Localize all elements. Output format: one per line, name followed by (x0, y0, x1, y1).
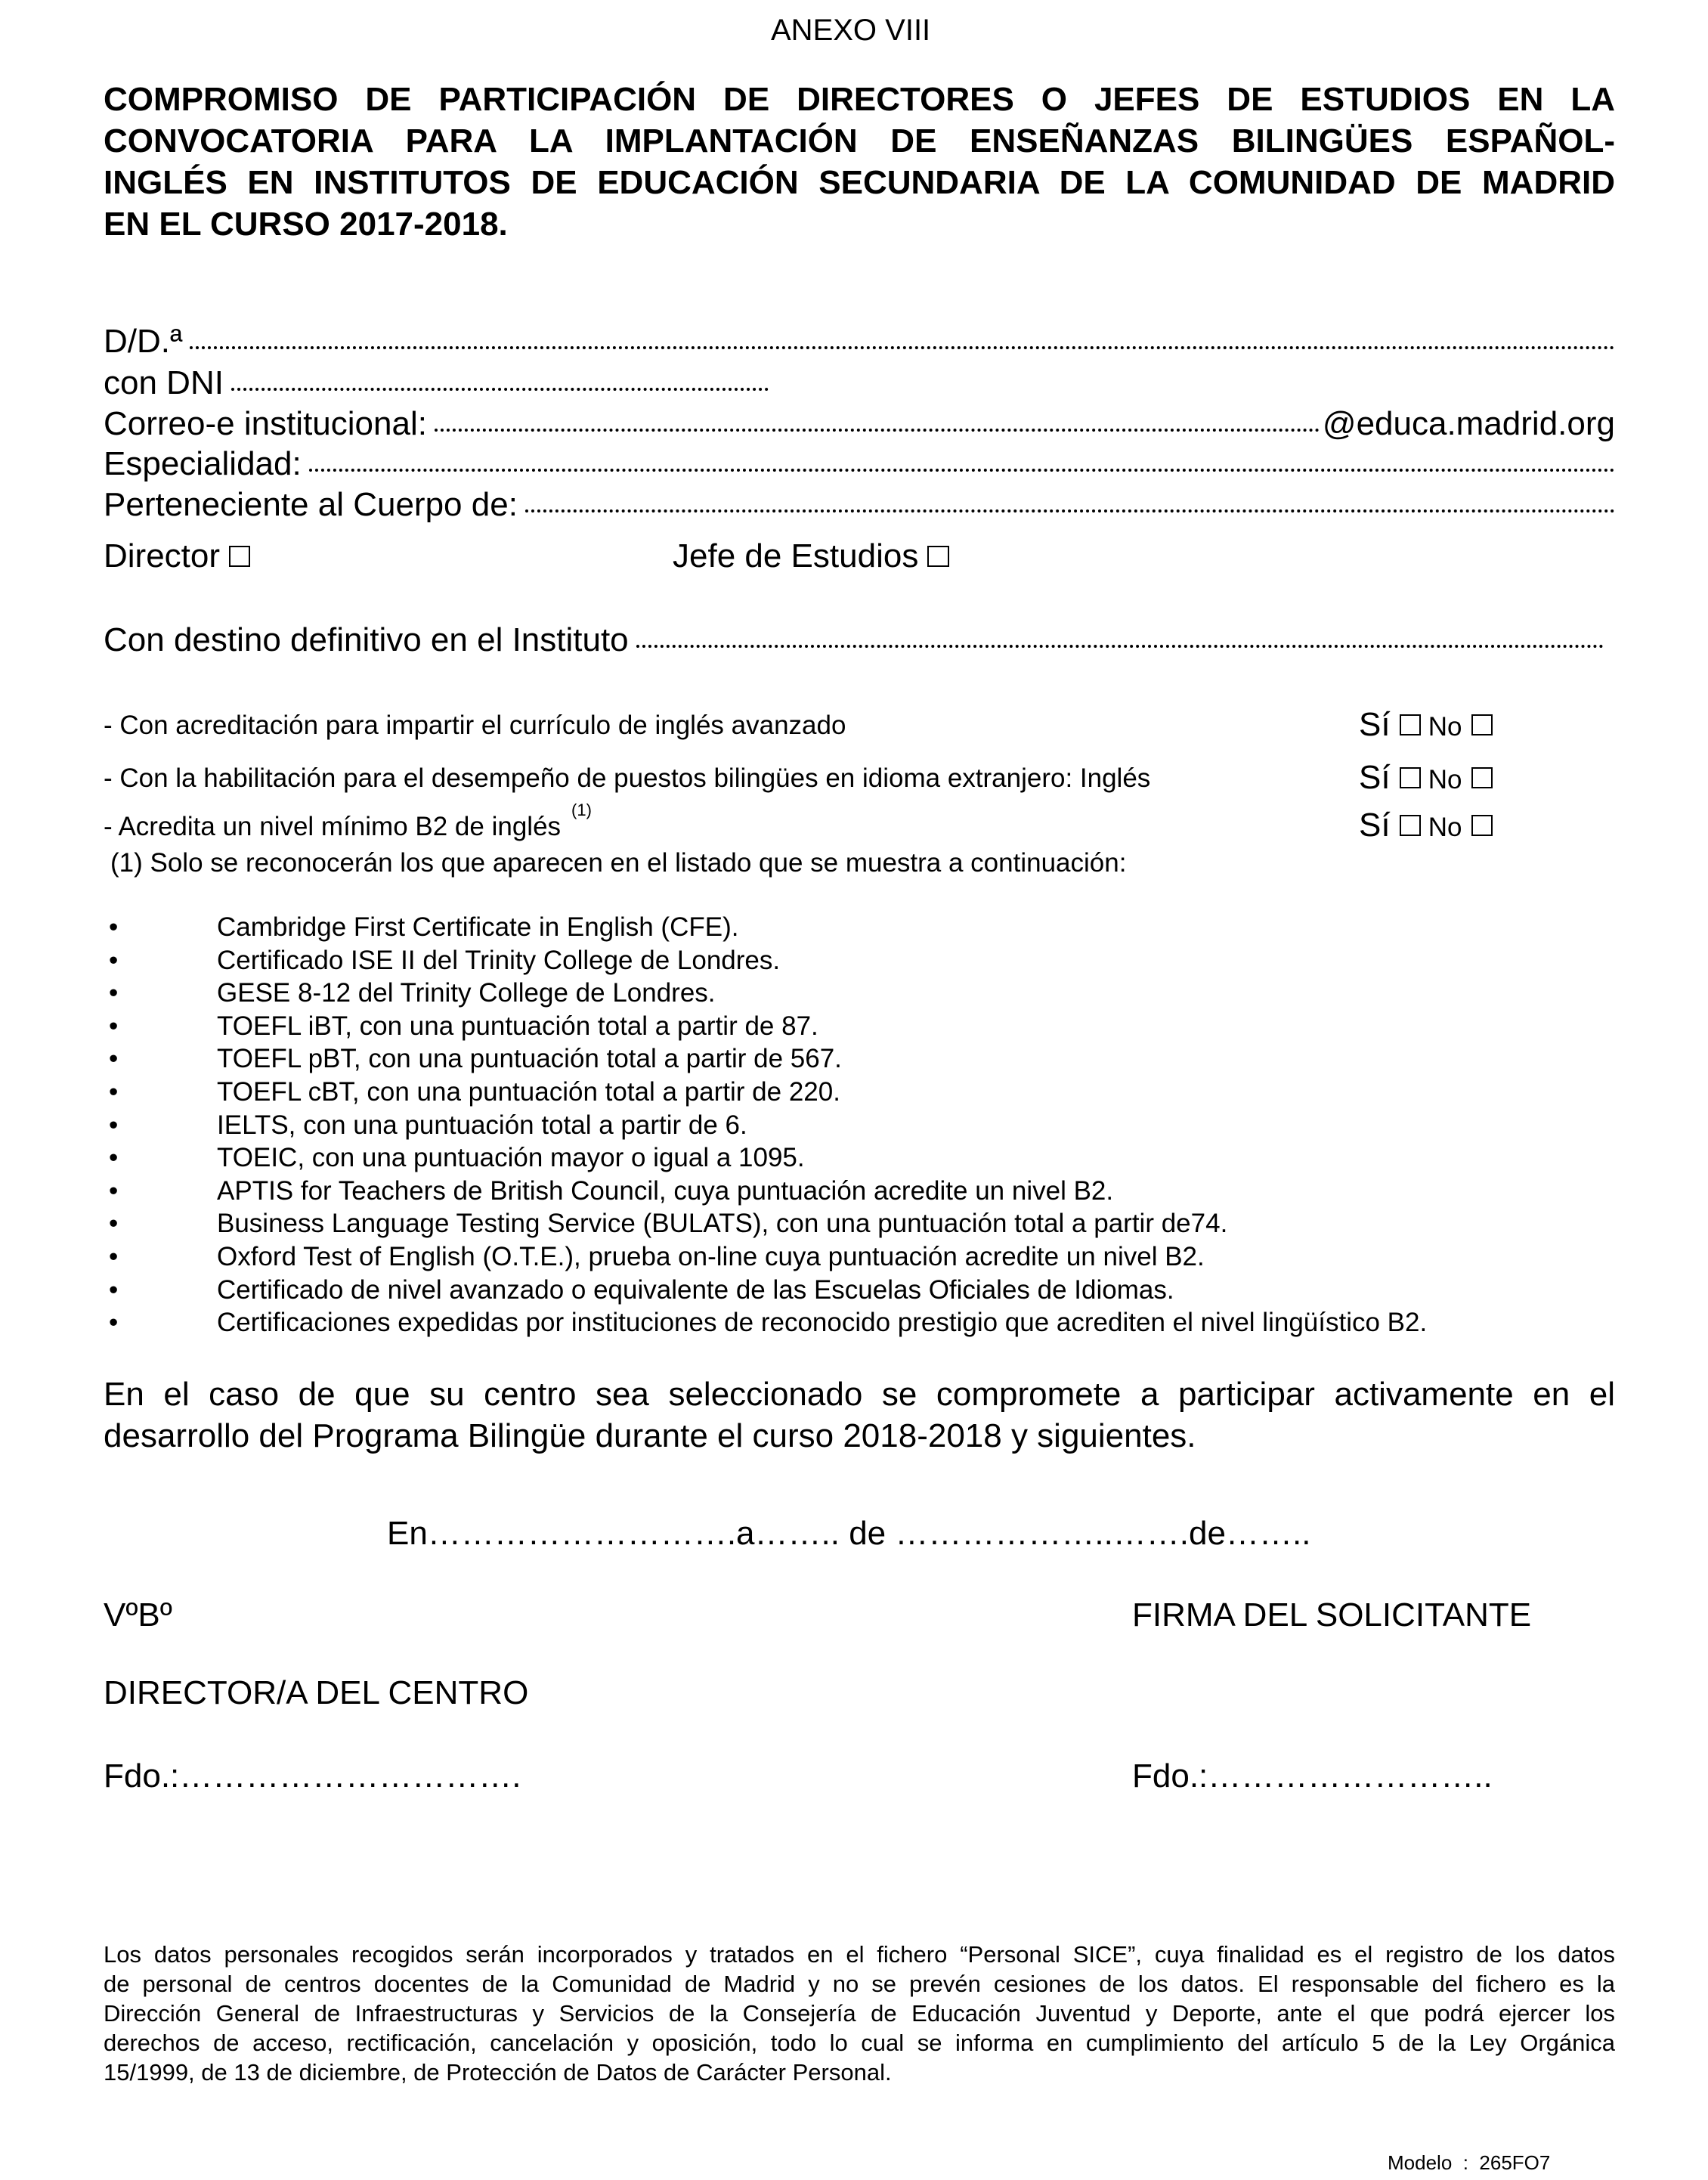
list-item (109, 1242, 1205, 1271)
bullet-icon: • (109, 1209, 119, 1239)
dni-label: con DNI (104, 364, 224, 401)
director-label: Director (104, 537, 221, 574)
director-signature-line[interactable]: Fdo.:…………………………. (104, 1757, 521, 1794)
notice-line: de personal de centros docentes de la Comunidad de Madrid y no se prevén cesiones de los datos. El responsable del fichero es la (104, 1971, 1615, 1997)
list-item (109, 1274, 1174, 1305)
no-checkbox[interactable] (1471, 714, 1493, 735)
check-label: - Con acreditación para impartir el currículo de inglés avanzado (104, 711, 846, 740)
model-code: Modelo : 265FO7 (1388, 2151, 1551, 2174)
certificate-text: TOEIC, con una puntuación mayor o igual a 1095. (217, 1143, 805, 1173)
certificate-text: TOEFL pBT, con una puntuación total a partir de 567. (217, 1044, 842, 1074)
no-label: No (1428, 765, 1462, 794)
certificate-text: Oxford Test of English (O.T.E.), prueba on-line cuya puntuación acredite un nivel B2. (217, 1242, 1205, 1271)
annex-heading: ANEXO VIII (771, 14, 931, 47)
yes-no-options[interactable] (1359, 708, 1493, 742)
yes-no-options[interactable] (1359, 809, 1493, 842)
list-item (109, 912, 739, 942)
bullet-icon: • (109, 1175, 119, 1206)
document-title (104, 79, 1615, 245)
title-line: CONVOCATORIA PARA LA IMPLANTACIÓN DE ENSEÑANZAS BILINGÜES ESPAÑOL- (104, 122, 1615, 159)
list-item (109, 1308, 1428, 1338)
bullet-icon: • (109, 1143, 119, 1173)
list-item (109, 1143, 805, 1173)
name-field[interactable] (104, 325, 1615, 358)
title-line: COMPROMISO DE PARTICIPACIÓN DE DIRECTORES O JEFES DE ESTUDIOS EN LA (104, 81, 1615, 118)
vobo-label: VºBº (104, 1596, 172, 1633)
email-label: Correo-e institucional: (104, 405, 427, 442)
applicant-signature-label: FIRMA DEL SOLICITANTE (1132, 1596, 1532, 1633)
list-item (109, 1209, 1228, 1239)
certificate-text: TOEFL cBT, con una puntuación total a partir de 220. (217, 1077, 840, 1107)
body-input-line[interactable] (525, 509, 1615, 512)
data-protection-notice (104, 1940, 1615, 2087)
bullet-icon: • (109, 945, 119, 975)
certificate-text: Certificado de nivel avanzado o equivalente de las Escuelas Oficiales de Idiomas. (217, 1274, 1174, 1305)
name-label: D/D.ª (104, 323, 183, 360)
destination-label: Con destino definitivo en el Instituto (104, 621, 629, 658)
destination-field[interactable] (104, 621, 1604, 658)
check-label: - Con la habilitación para el desempeño de puestos bilingües en idioma extranjero: Inglés (104, 763, 1151, 793)
yes-checkbox[interactable] (1400, 815, 1421, 836)
bullet-icon: • (109, 1242, 119, 1271)
dni-input-line[interactable] (231, 388, 769, 391)
check-label: - Acredita un nivel mínimo B2 de inglés (104, 812, 562, 841)
yes-checkbox[interactable] (1400, 767, 1421, 788)
title-line: EN EL CURSO 2017-2018. (104, 206, 508, 243)
yes-label: Sí (1359, 706, 1391, 743)
destination-input-line[interactable] (636, 645, 1604, 648)
email-domain: @educa.madrid.org (1322, 405, 1615, 442)
director-checkbox[interactable] (229, 546, 250, 567)
commitment-line: En el caso de que su centro sea seleccionado se compromete a participar activamente en el (104, 1376, 1615, 1413)
bullet-icon: • (109, 1077, 119, 1107)
notice-line: Los datos personales recogidos serán incorporados y tratados en el fichero “Personal SICE”, cuya finalidad es el registro de los datos (104, 1941, 1615, 1968)
certificate-text: APTIS for Teachers de British Council, cuya puntuación acredite un nivel B2. (217, 1175, 1114, 1206)
bullet-icon: • (109, 1308, 119, 1338)
body-label: Perteneciente al Cuerpo de: (104, 486, 518, 523)
head-of-studies-checkbox[interactable] (927, 546, 948, 567)
yes-label: Sí (1359, 807, 1391, 844)
list-item (109, 1175, 1114, 1206)
notice-line: 15/1999, de 13 de diciembre, de Protección de Datos de Carácter Personal. (104, 2059, 892, 2086)
certificate-text: Business Language Testing Service (BULATS), con una puntuación total a partir de74. (217, 1209, 1228, 1239)
commitment-line: desarrollo del Programa Bilingüe durante el curso 2018-2018 y siguientes. (104, 1417, 1196, 1454)
check-row (104, 800, 592, 841)
footnote: (1) Solo se reconocerán los que aparecen en el listado que se muestra a continuación: (110, 848, 1127, 878)
notice-line: Dirección General de Infraestructuras y Servicios de la Consejería de Educación Juventud y Deporte, ante el que podrá ejercer los (104, 2000, 1615, 2027)
yes-checkbox[interactable] (1400, 714, 1421, 735)
commitment-paragraph (104, 1373, 1615, 1457)
certificate-text: Certificado ISE II del Trinity College de Londres. (217, 945, 781, 975)
specialty-label: Especialidad: (104, 445, 302, 482)
name-input-line[interactable] (190, 346, 1615, 349)
no-label: No (1428, 712, 1462, 742)
bullet-icon: • (109, 1044, 119, 1074)
email-field[interactable] (104, 407, 1615, 441)
certificate-text: Certificaciones expedidas por instituciones de reconocido prestigio que acrediten el nivel lingüístico B2. (217, 1308, 1428, 1338)
specialty-field[interactable] (104, 447, 1615, 481)
email-input-line[interactable] (435, 429, 1320, 432)
yes-label: Sí (1359, 759, 1391, 796)
no-checkbox[interactable] (1471, 815, 1493, 836)
certificate-text: IELTS, con una puntuación total a partir de 6. (217, 1110, 747, 1140)
list-item (109, 945, 781, 975)
director-option[interactable] (104, 537, 250, 574)
no-label: No (1428, 813, 1462, 842)
no-checkbox[interactable] (1471, 767, 1493, 788)
certificate-text: GESE 8-12 del Trinity College de Londres. (217, 978, 716, 1008)
list-item (109, 978, 716, 1008)
applicant-signature-line[interactable]: Fdo.:…………………….. (1132, 1757, 1493, 1794)
specialty-input-line[interactable] (309, 469, 1615, 472)
yes-no-options[interactable] (1359, 761, 1493, 794)
certificate-text: Cambridge First Certificate in English (CFE). (217, 912, 739, 942)
list-item (109, 1077, 840, 1107)
dni-field[interactable] (104, 364, 769, 401)
bullet-icon: • (109, 1110, 119, 1140)
list-item (109, 1011, 818, 1041)
director-center-label: DIRECTOR/A DEL CENTRO (104, 1674, 529, 1711)
list-item (109, 1110, 747, 1140)
bullet-icon: • (109, 912, 119, 942)
place-date-line[interactable]: En……………………….a…….. de ………………..…….de…….. (387, 1515, 1311, 1552)
certificate-text: TOEFL iBT, con una puntuación total a partir de 87. (217, 1011, 818, 1041)
list-item (109, 1044, 842, 1074)
bullet-icon: • (109, 1011, 119, 1041)
bullet-icon: • (109, 978, 119, 1008)
title-line: INGLÉS EN INSTITUTOS DE EDUCACIÓN SECUNDARIA DE LA COMUNIDAD DE MADRID (104, 164, 1615, 201)
notice-line: derechos de acceso, rectificación, cancelación y oposición, todo lo cual se informa en cumplimiento del artículo 5 de la Ley Orgánica (104, 2030, 1615, 2056)
footnote-ref: (1) (571, 800, 592, 819)
head-of-studies-option[interactable] (673, 537, 949, 574)
bullet-icon: • (109, 1274, 119, 1305)
head-of-studies-label: Jefe de Estudios (673, 537, 919, 574)
body-field[interactable] (104, 488, 1615, 522)
